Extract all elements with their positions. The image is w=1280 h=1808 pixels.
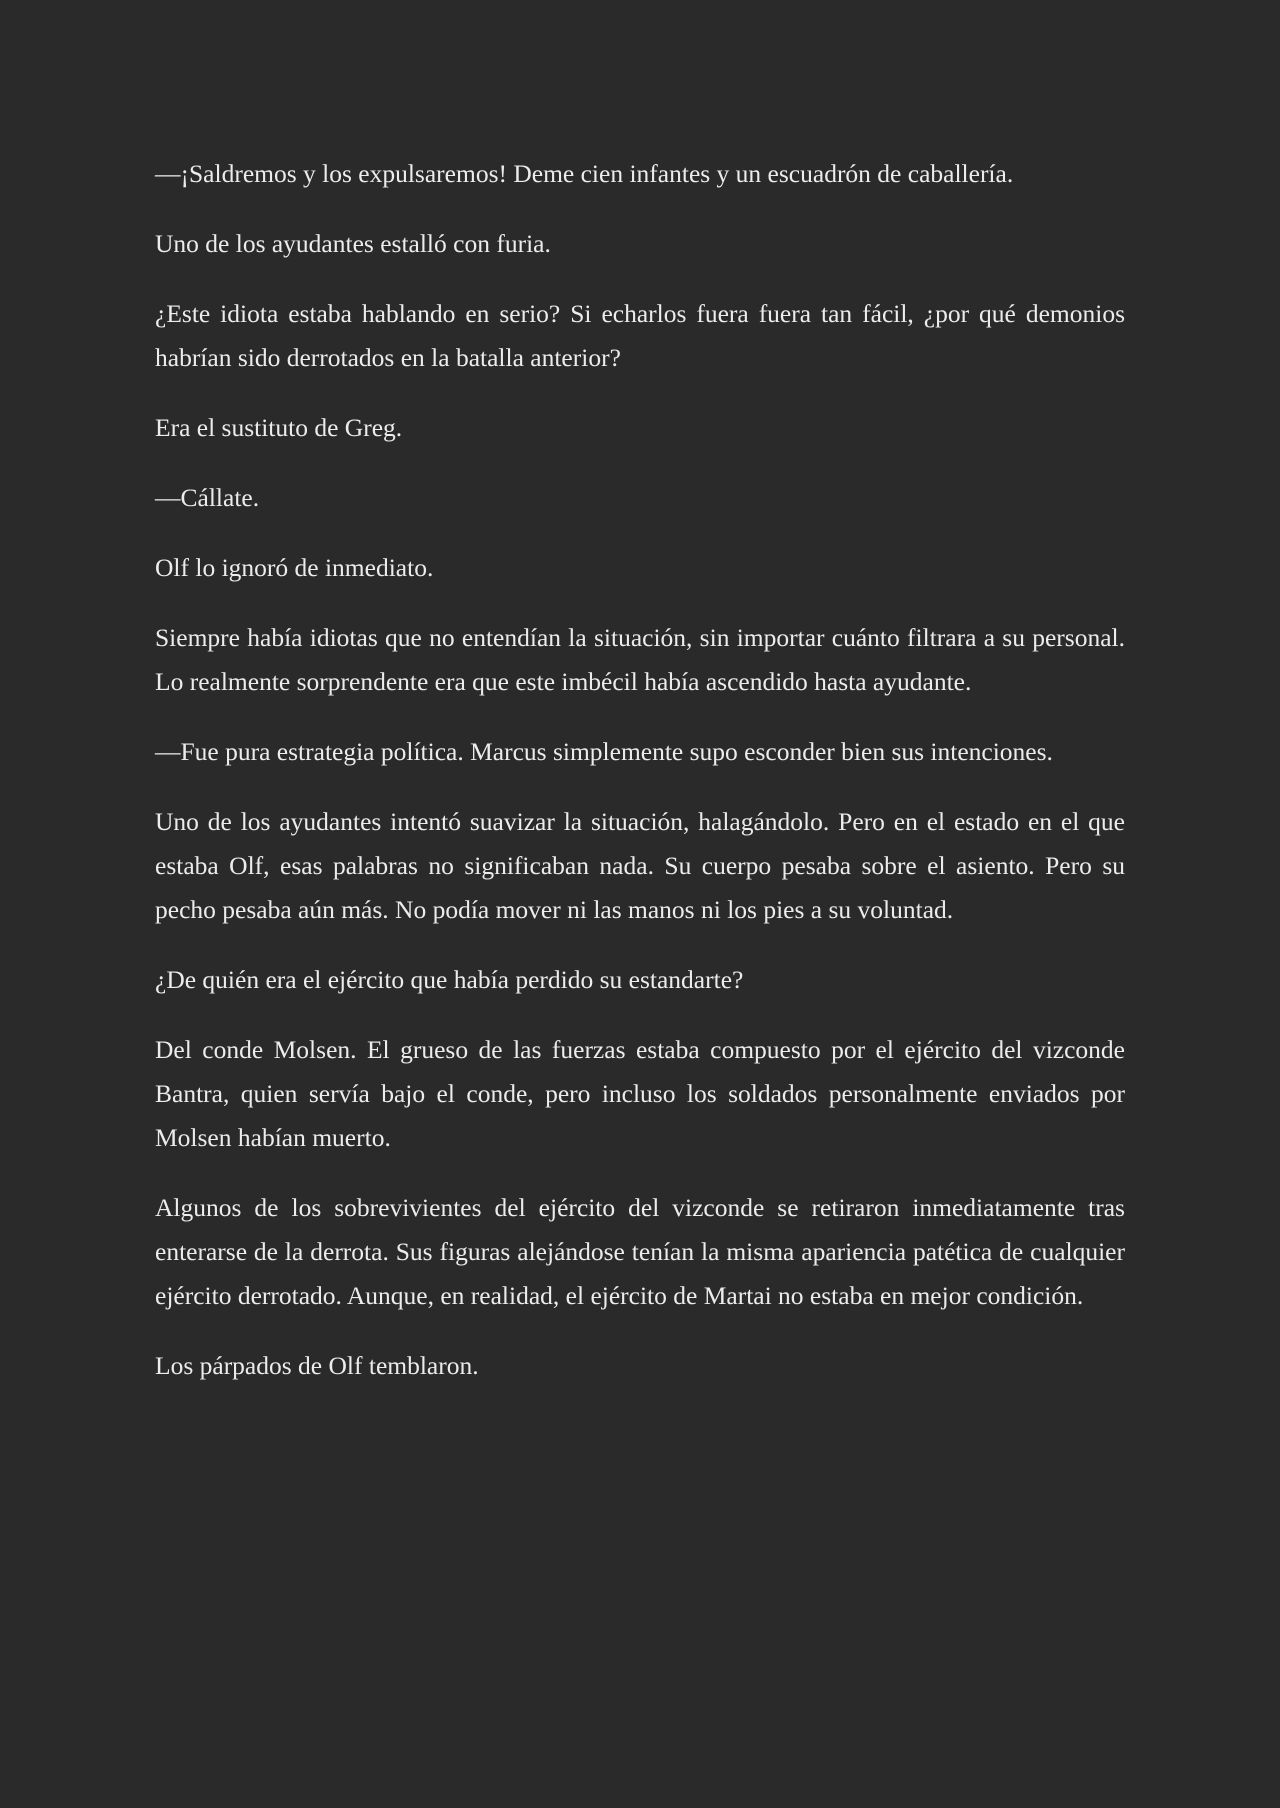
paragraph: ¿Este idiota estaba hablando en serio? Si echarlos fuera fuera tan fácil, ¿por qué demonios habrían sido derrotados en la batalla anterior? <box>155 299 1125 372</box>
chapter-text <box>155 152 1125 1388</box>
paragraph: Uno de los ayudantes intentó suavizar la situación, halagándolo. Pero en el estado en el que estaba Olf, esas palabras no significaban nada. Su cuerpo pesaba sobre el asiento. Pero su pecho pesaba aún más. No podía mover ni las manos ni los pies a su voluntad. <box>155 807 1125 924</box>
paragraph: Era el sustituto de Greg. <box>155 413 403 442</box>
paragraph: —Fue pura estrategia política. Marcus simplemente supo esconder bien sus intenciones. <box>155 737 1053 766</box>
paragraph: —¡Saldremos y los expulsaremos! Deme cien infantes y un escuadrón de caballería. <box>155 159 1014 188</box>
paragraph: Siempre había idiotas que no entendían la situación, sin importar cuánto filtrara a su personal. Lo realmente sorprendente era que este imbécil había ascendido hasta ayudante. <box>155 623 1125 696</box>
paragraph: Olf lo ignoró de inmediato. <box>155 553 434 582</box>
paragraph: ¿De quién era el ejército que había perdido su estandarte? <box>155 965 744 994</box>
paragraph: Algunos de los sobrevivientes del ejército del vizconde se retiraron inmediatamente tras enterarse de la derrota. Sus figuras alejándose tenían la misma apariencia patética de cualquier ejército derrotado. Aunque, en realidad, el ejército de Martai no estaba en mejor condición. <box>155 1193 1125 1310</box>
paragraph: Del conde Molsen. El grueso de las fuerzas estaba compuesto por el ejército del vizconde Bantra, quien servía bajo el conde, pero incluso los soldados personalmente enviados por Molsen habían muerto. <box>155 1035 1125 1152</box>
paragraph: Uno de los ayudantes estalló con furia. <box>155 229 551 258</box>
paragraph: Los párpados de Olf temblaron. <box>155 1351 479 1380</box>
paragraph: —Cállate. <box>155 483 260 512</box>
